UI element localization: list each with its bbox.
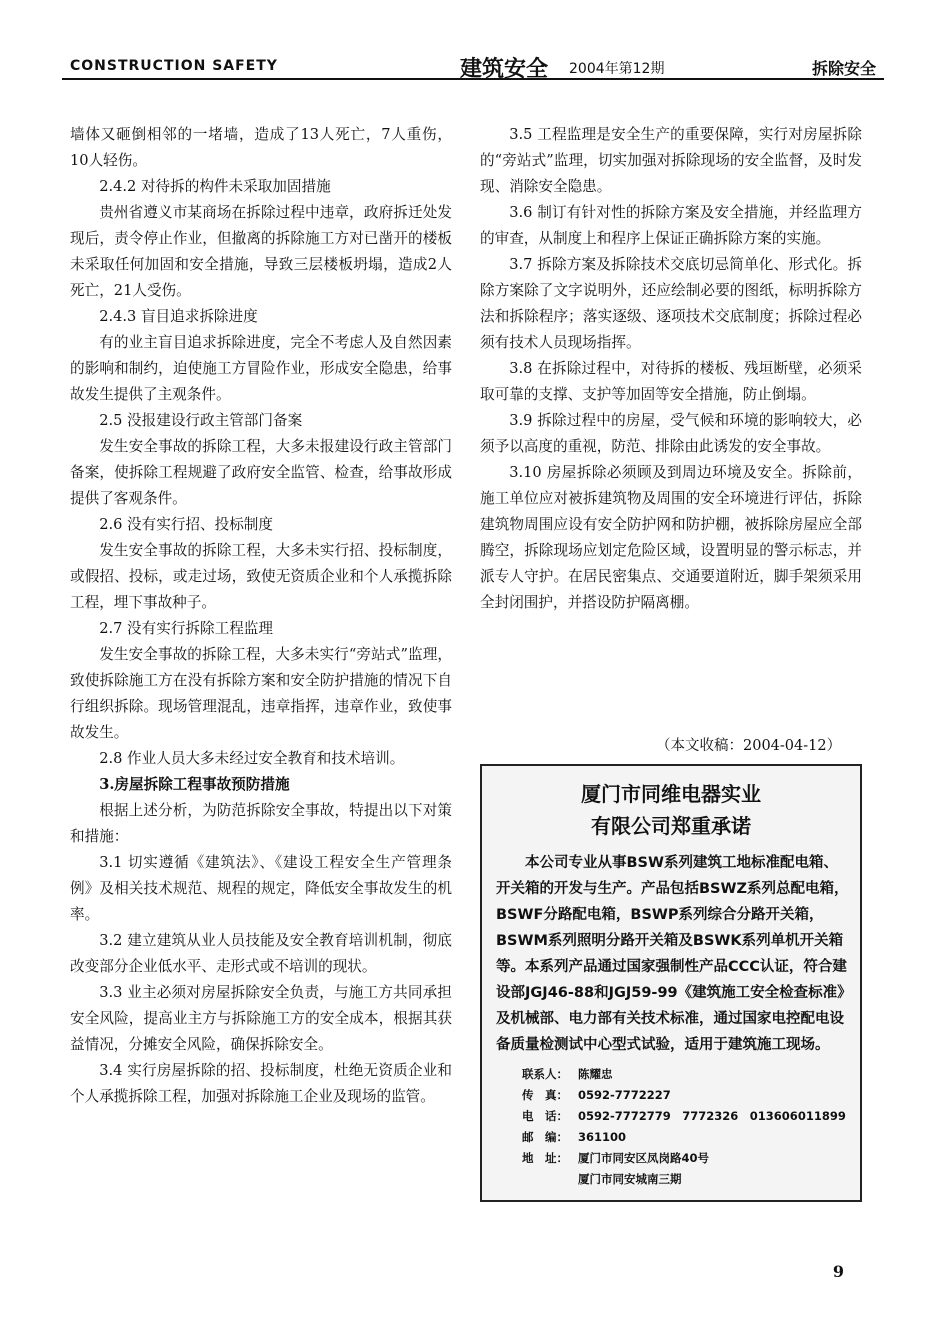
- contact-row: [522, 1085, 860, 1106]
- paragraph: 3.8 在拆除过程中，对待拆的楼板、残垣断壁，必须采取可靠的支撑、支护等加固等安全措施，防止倒塌。: [480, 360, 862, 403]
- paragraph: 3.5 工程监理是安全生产的重要保障，实行对房屋拆除的“旁站式”监理，切实加强对拆除现场的安全监督，及时发现、消除安全隐患。: [480, 126, 862, 195]
- paragraph: 2.8 作业人员大多未经过安全教育和技术培训。: [99, 750, 405, 767]
- section-label: 拆除安全: [811, 59, 876, 78]
- ad-contacts: [522, 1064, 860, 1190]
- contact-key: 联系人：: [522, 1067, 568, 1081]
- paragraph: 3.6 制订有针对性的拆除方案及安全措施，并经监理方的审查，从制度上和程序上保证正确拆除方案的实施。: [480, 204, 862, 247]
- advertisement-box: [480, 764, 862, 1202]
- ad-title-line: 厦门市同维电器实业: [581, 782, 761, 806]
- paragraph: 墙体又砸倒相邻的一堵墙，造成了13人死亡，7人重伤，10人轻伤。: [70, 126, 452, 169]
- contact-row: [522, 1064, 860, 1085]
- journal-chinese-logo: 建筑安全: [460, 56, 549, 82]
- contact-row: [522, 1127, 860, 1148]
- page-header: [62, 52, 884, 80]
- contact-key: 传 真：: [522, 1088, 568, 1102]
- paragraph: 根据上述分析，为防范拆除安全事故，特提出以下对策和措施：: [70, 802, 452, 845]
- paragraph: 3.1 切实遵循《建筑法》、《建设工程安全生产管理条例》及相关技术规范、规程的规定，降低安全事故发生的机率。: [70, 854, 452, 923]
- contact-value: 厦门市同安区凤岗路40号: [578, 1151, 710, 1165]
- issue-label: 2004年第12期: [569, 61, 665, 77]
- ad-body: 本公司专业从事BSW系列建筑工地标准配电箱、开关箱的开发与生产。产品包括BSWZ系列总配电箱，BSWF分路配电箱，BSWP系列综合分路开关箱，BSWM系列照明分路开关箱及BSWK系列单机开关箱等。本系列产品通过国家强制性产品CCC认证，符合建设部JGJ46-88和JGJ59-99《建筑施工安全检查标准》及机械部、电力部有关技术标准，通过国家电控配电设备质量检测试中心型式试验，适用于建筑施工现场。: [496, 855, 849, 1053]
- paragraph: 3.4 实行房屋拆除的招、投标制度，杜绝无资质企业和个人承揽拆除工程，加强对拆除施工企业及现场的监管。: [70, 1062, 452, 1105]
- ad-title: [482, 778, 860, 842]
- contact-row: [522, 1169, 860, 1190]
- paragraph: 3.7 拆除方案及拆除技术交底切忌简单化、形式化。拆除方案除了文字说明外，还应绘制必要的图纸，标明拆除方法和拆除程序；落实逐级、逐项技术交底制度；拆除过程必须有技术人员现场指挥。: [480, 256, 862, 351]
- contact-key: 邮 编：: [522, 1130, 568, 1144]
- section-heading: 2.5 没报建设行政主管部门备案: [99, 412, 303, 429]
- paragraph: 贵州省遵义市某商场在拆除过程中违章，政府拆迁处发现后，责令停止作业，但撤离的拆除施工方对已凿开的楼板未采取任何加固和安全措施，导致三层楼板坍塌，造成2人死亡，21人受伤。: [70, 204, 452, 299]
- ad-title-line: 有限公司郑重承诺: [591, 814, 751, 838]
- contact-value: 361100: [578, 1130, 627, 1144]
- contact-value: 厦门市同安城南三期: [578, 1172, 682, 1186]
- section-heading: 2.4.2 对待拆的构件未采取加固措施: [99, 178, 331, 195]
- paragraph: 3.10 房屋拆除必须顾及到周边环境及安全。拆除前，施工单位应对被拆建筑物及周围的安全环境进行评估，拆除建筑物周围应设有安全防护网和防护棚，被拆除房屋应全部腾空，拆除现场应划定危险区域，设置明显的警示标志，并派专人守护。在居民密集点、交通要道附近，脚手架须采用全封闭围护，并搭设防护隔离棚。: [480, 464, 862, 611]
- paragraph: 发生安全事故的拆除工程，大多未实行招、投标制度，或假招、投标，或走过场，致使无资质企业和个人承揽拆除工程，埋下事故种子。: [70, 542, 452, 611]
- paragraph: 发生安全事故的拆除工程，大多未报建设行政主管部门备案，使拆除工程规避了政府安全监管、检查，给事故形成提供了客观条件。: [70, 438, 452, 507]
- page-number: 9: [832, 1262, 844, 1281]
- section-heading: 2.6 没有实行招、投标制度: [99, 516, 273, 533]
- contact-row: [522, 1148, 860, 1169]
- paragraph: 有的业主盲目追求拆除进度，完全不考虑人及自然因素的影响和制约，迫使施工方冒险作业，形成安全隐患，给事故发生提供了主观条件。: [70, 334, 452, 403]
- paragraph: 发生安全事故的拆除工程，大多未实行“旁站式”监理，致使拆除施工方在没有拆除方案和安全防护措施的情况下自行组织拆除。现场管理混乱，违章指挥，违章作业，致使事故发生。: [70, 646, 452, 741]
- received-date: （本文收稿：2004-04-12）: [656, 738, 842, 754]
- right-column: [480, 122, 862, 616]
- contact-value: 0592-7772227: [578, 1088, 671, 1102]
- section-heading: 3.房屋拆除工程事故预防措施: [99, 776, 290, 793]
- section-heading: 2.4.3 盲目追求拆除进度: [99, 308, 258, 325]
- paragraph: 3.3 业主必须对房屋拆除安全负责，与施工方共同承担安全风险，提高业主方与拆除施工方的安全成本，根据其获益情况，分摊安全风险，确保拆除安全。: [70, 984, 452, 1053]
- paragraph: 3.9 拆除过程中的房屋，受气候和环境的影响较大，必须予以高度的重视，防范、排除由此诱发的安全事故。: [480, 412, 862, 455]
- journal-english-title: CONSTRUCTION SAFETY: [70, 58, 278, 74]
- paragraph: 3.2 建立建筑从业人员技能及安全教育培训机制，彻底改变部分企业低水平、走形式或不培训的现状。: [70, 932, 452, 975]
- contact-value: 陈耀忠: [578, 1067, 613, 1081]
- section-heading: 2.7 没有实行拆除工程监理: [99, 620, 273, 637]
- contact-key: 电 话：: [522, 1109, 568, 1123]
- contact-row: [522, 1106, 860, 1127]
- left-column: [70, 122, 452, 1110]
- contact-value: 0592-7772779 7772326 013606011899: [578, 1109, 846, 1123]
- contact-key: 地 址：: [522, 1151, 568, 1165]
